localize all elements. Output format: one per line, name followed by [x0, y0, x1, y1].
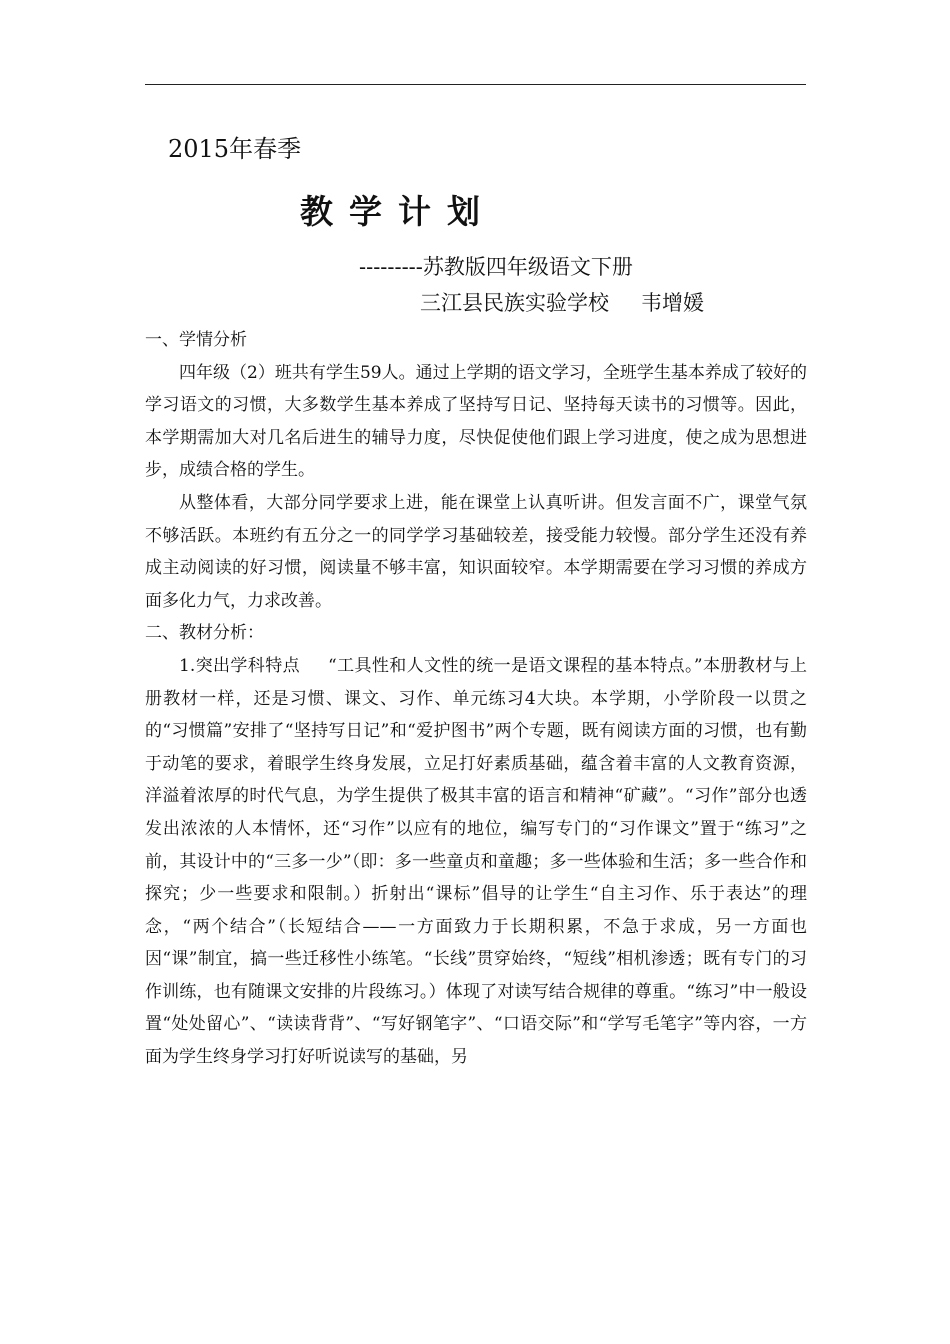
paragraph-3-text: “工具性和人文性的统一是语文课程的基本特点。”本册教材与上册教材一样，还是习惯、课文、习作、单元练习4大块。本学期，小学阶段一以贯之的“习惯篇”安排了“坚持写日记”和“爱护图书”两个专题，既有阅读方面的习惯，也有勤于动笔的要求，着眼学生终身发展，立足打好素质基础，蕴含着丰富的人文教育资源，洋溢着浓厚的时代气息，为学生提供了极其丰富的语言和精神“矿藏”。“习作”部分也透发出浓浓的人本情怀，还“习作”以应有的地位，编写专门的“习作课文”置于“练习”之前，其设计中的“三多一少”（即：多一些童贞和童趣；多一些体验和生活；多一些合作和探究；少一些要求和限制。）折射出“课标”倡导的让学生“自主习作、乐于表达”的理念，“两个结合”（长短结合——一方面致力于长期积累，不急于求成，另一方面也因“课”制宜，搞一些迁移性小练笔。“长线”贯穿始终，“短线”相机渗透；既有专门的习作训练，也有随课文安排的片段练习。）体现了对读写结合规律的尊重。“练习”中一般设置“处处留心”、“读读背背”、“写好钢笔字”、“口语交际”和“学写毛笔字”等内容，一方面为学生终身学习打好听说读写的基础，另 — [145, 655, 807, 1068]
section-heading-2: 二、教材分析： — [145, 623, 264, 644]
paragraph-1: 四年级（2）班共有学生59人。通过上学期的语文学习，全班学生基本养成了较好的学习语文的习惯，大多数学生基本养成了坚持写日记、坚持每天读书的习惯等。因此，本学期需加大对几名后进生的辅导力度，尽快促使他们跟上学习进度，使之成为思想进步，成绩合格的学生。 — [145, 362, 807, 481]
paragraph-3-lead: 1.突出学科特点 — [179, 655, 300, 676]
header-rule — [145, 84, 806, 85]
page-title: 教学计划 — [300, 192, 496, 231]
page-subtitle: ---------苏教版四年级语文下册 — [359, 255, 633, 279]
season-label: 2015年春季 — [168, 135, 302, 163]
paragraph-3 — [145, 650, 807, 1074]
author-name: 韦增媛 — [641, 291, 704, 315]
section-heading-1: 一、学情分析 — [145, 330, 247, 350]
school-name: 三江县民族实验学校 — [420, 291, 609, 315]
school-line — [420, 286, 704, 320]
paragraph-2: 从整体看，大部分同学要求上进，能在课堂上认真听讲。但发言面不广，课堂气氛不够活跃。本班约有五分之一的同学学习基础较差，接受能力较慢。部分学生还没有养成主动阅读的好习惯，阅读量不够丰富，知识面较窄。本学期需要在学习习惯的养成方面多化力气，力求改善。 — [145, 492, 807, 611]
document-body — [145, 324, 807, 1074]
